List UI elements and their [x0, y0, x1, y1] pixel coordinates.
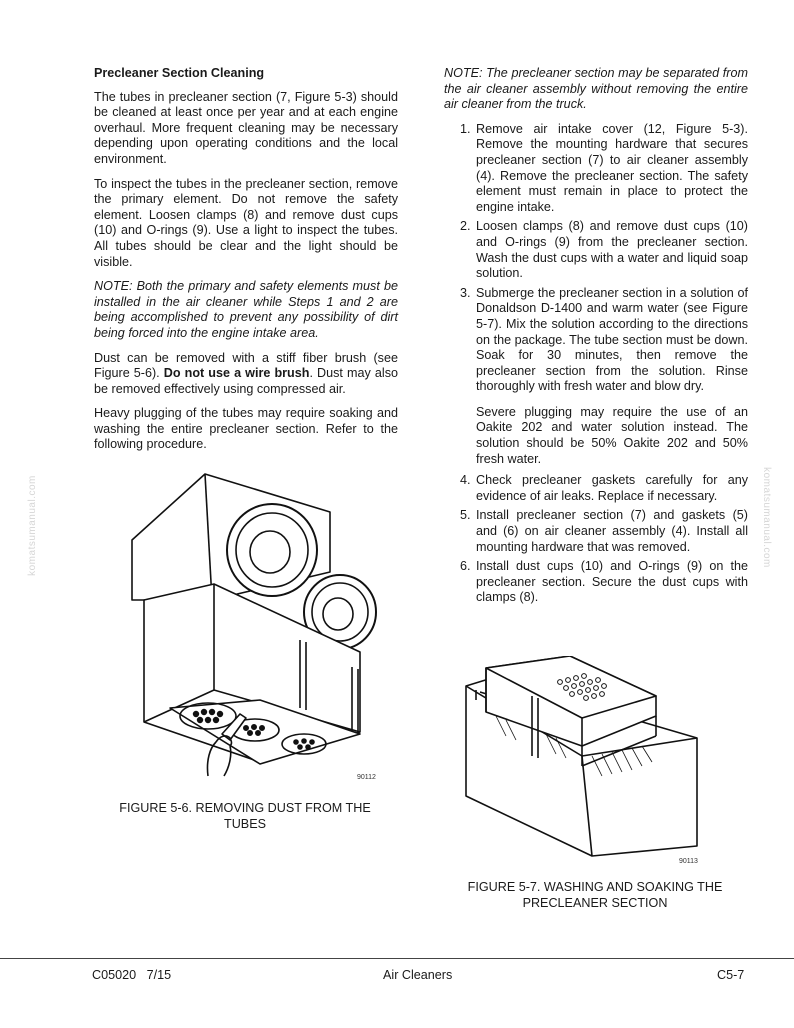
step-number: 6.	[460, 559, 471, 574]
step-number: 5.	[460, 508, 471, 523]
step-number: 3.	[460, 285, 471, 300]
procedure-steps	[444, 122, 748, 395]
step3-subparagraph: Severe plugging may require the use of an Oakite 202 and water solution instead. The solution should be 50% Oakite 202 and 50% fresh water.	[476, 404, 748, 466]
step-item	[444, 286, 748, 395]
step-item	[444, 219, 748, 281]
figure-5-7-id: 90113	[679, 858, 698, 865]
figure-5-6-id: 90112	[357, 774, 376, 781]
step-item	[444, 508, 748, 555]
step-text: Install dust cups (10) and O-rings (9) on the precleaner section. Secure the dust cups with clamps (8).	[476, 559, 748, 605]
footer-page-number: C5-7	[717, 968, 745, 982]
step-text: Install precleaner section (7) and gaskets (5) and (6) on air cleaner assembly (4). Install all mounting hardware that was removed.	[476, 508, 748, 554]
wire-brush-warning: Do not use a wire brush	[163, 366, 310, 381]
watermark-right: komatsumanual.com	[760, 467, 772, 568]
figure-5-7-illustration	[462, 656, 702, 861]
section-heading: Precleaner Section Cleaning	[94, 66, 265, 80]
figure-5-6-caption: FIGURE 5-6. REMOVING DUST FROM THE TUBES	[119, 801, 371, 831]
right-column	[444, 66, 748, 610]
figure-5-6-illustration	[130, 472, 390, 792]
step-text: Check precleaner gaskets carefully for any evidence of air leaks. Replace if necessary.	[476, 473, 748, 503]
step-number: 1.	[460, 121, 471, 136]
note-separate-precleaner: NOTE: The precleaner section may be separated from the air cleaner assembly without removing the entire air cleaner from the truck.	[444, 66, 748, 112]
step-item	[444, 122, 748, 216]
footer-doc-info	[92, 968, 171, 982]
note-elements-installed: NOTE: Both the primary and safety elements must be installed in the air cleaner while Steps 1 and 2 are being accomplished to prevent any possibility of dirt being forced into the engine intake area.	[94, 279, 398, 340]
procedure-steps-continued	[444, 473, 748, 606]
step-text: Loosen clamps (8) and remove dust cups (10) and O-rings (9) from the precleaner section. Wash the dust cups with a water and liquid soap solution.	[476, 219, 748, 281]
paragraph-dust-removal	[94, 351, 398, 398]
step-number: 4.	[460, 473, 471, 488]
footer-doc-number: C05020	[92, 968, 137, 982]
footer-date: 7/15	[146, 968, 172, 982]
step-item	[444, 473, 748, 504]
dust-removal-text-b: . Dust may also be removed effectively using compressed air.	[94, 366, 398, 396]
left-column	[94, 66, 398, 462]
watermark-left: komatsumanual.com	[26, 475, 38, 576]
dust-removal-text-a: Dust can be removed with a stiff fiber brush (see Figure 5-6).	[94, 350, 398, 381]
paragraph-cleaning-interval: The tubes in precleaner section (7, Figure 5-3) should be cleaned at least once per year and at each engine overhaul. More frequent cleaning may be necessary depending upon operating conditions and the local environment.	[94, 89, 398, 166]
step-text: Submerge the precleaner section in a solution of Donaldson D-1400 and warm water (see Figure 5-7). Mix the solution according to the directions on the package. The tube section must be down. Soak for 30 minutes, then remove the precleaner section from the solution. Rinse thoroughly with fresh water and blow dry.	[476, 285, 748, 394]
step-item	[444, 559, 748, 606]
step-number: 2.	[460, 219, 471, 234]
step-text: Remove air intake cover (12, Figure 5-3). Remove the mounting hardware that secures precleaner section (7) to air cleaner assembly (4). Remove the precleaner section. The safety element must remain in place to protect the engine intake.	[476, 121, 748, 214]
paragraph-inspect-tubes: To inspect the tubes in the precleaner section, remove the primary element. Do not remove the safety element. Loosen clamps (8) and remove dust cups (10) and O-rings (9). Use a light to inspect the tubes. All tubes should be clear and the light should be visible.	[94, 176, 398, 269]
footer-section-title: Air Cleaners	[383, 968, 453, 982]
footer-divider	[0, 958, 794, 959]
paragraph-heavy-plugging: Heavy plugging of the tubes may require soaking and washing the entire precleaner section. Refer to the following procedure.	[94, 406, 398, 452]
figure-5-7-caption: FIGURE 5-7. WASHING AND SOAKING THE PRECLEANER SECTION	[467, 880, 723, 910]
